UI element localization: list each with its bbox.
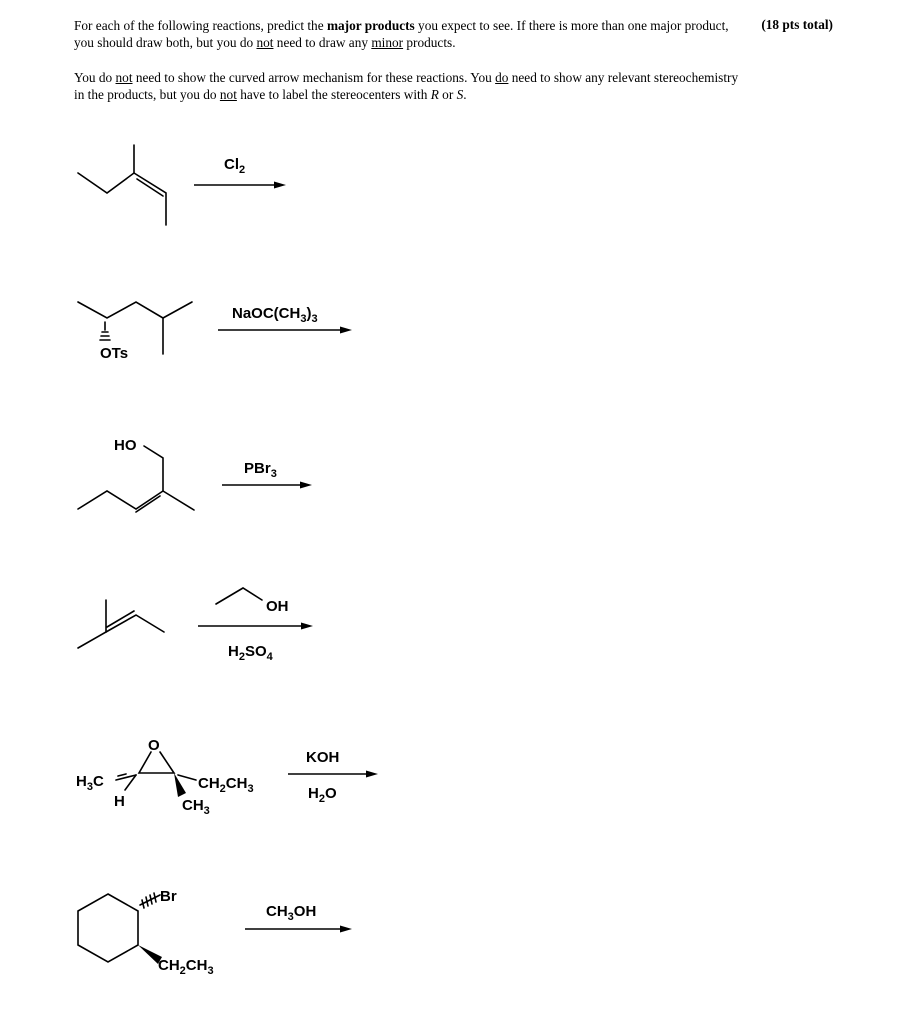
intro1-bold-major-products: major products xyxy=(326,18,415,33)
intro2-text: need to show the curved arrow mechanism for these reactions. You xyxy=(132,70,496,85)
epoxide-methyl-label: $CH_3$ xyxy=(182,797,210,817)
substrate-3-label: HO xyxy=(114,437,137,454)
intro2-underline-do: do xyxy=(495,70,509,85)
substrate-3-structure xyxy=(78,446,194,512)
intro1-underline-not: not xyxy=(256,35,274,50)
reaction-arrow-4 xyxy=(198,623,313,630)
substrate-1-structure xyxy=(78,145,166,225)
epoxide-structure xyxy=(116,752,196,797)
reagent-4-bottom-label: $H_2SO_4$ xyxy=(228,643,273,663)
reagent-1-text: Cl xyxy=(224,156,239,173)
intro2-text: You do xyxy=(74,70,116,85)
intro1-text: need to draw any xyxy=(273,35,372,50)
reagent-2-label: $NaOC(CH_3)_3$ xyxy=(232,305,318,325)
intro2-underline-not-2: not xyxy=(219,87,237,102)
intro2-text: . xyxy=(463,87,467,102)
reagent-1-label xyxy=(224,156,245,176)
reaction-arrow-3 xyxy=(222,482,312,489)
intro1-text: For each of the following reactions, predict the xyxy=(74,18,327,33)
intro1-underline-minor: minor xyxy=(371,35,404,50)
reaction-5 xyxy=(76,737,378,817)
reaction-arrow-2 xyxy=(218,327,352,334)
reaction-arrow-6 xyxy=(245,926,352,933)
reaction-1 xyxy=(78,145,286,225)
reagent-3-label: PBr$_3$ xyxy=(244,460,277,480)
reaction-arrow-1 xyxy=(194,182,286,189)
reagent-5-top-label: KOH xyxy=(306,749,340,766)
intro2-text: or xyxy=(438,87,457,102)
ethanol-structure xyxy=(216,588,262,604)
reagent-5-bottom-label: $H_2O$ xyxy=(308,785,337,805)
reaction-4 xyxy=(78,588,313,663)
subscript-2: 2 xyxy=(239,164,246,176)
intro2-italic-s: S xyxy=(456,87,464,102)
bromo-label: Br xyxy=(160,888,177,905)
points-total: (18 pts total) xyxy=(761,17,833,32)
ethyl-label: $CH_2CH_3$ xyxy=(158,957,214,977)
epoxide-left-methyl-label: $H_3C$ xyxy=(76,773,104,793)
reagent-6-label: $CH_3OH$ xyxy=(266,903,317,923)
substrate-2-structure xyxy=(78,302,192,354)
reagent-4-top-label: OH xyxy=(266,598,289,615)
reaction-3 xyxy=(78,437,312,512)
epoxide-hydrogen-label: H xyxy=(114,793,125,810)
epoxide-oxygen-label: O xyxy=(148,737,160,754)
cyclohexane-structure xyxy=(78,893,162,964)
substrate-2-label: OTs xyxy=(100,345,129,362)
intro2-italic-r: R xyxy=(430,87,439,102)
substrate-4-structure xyxy=(78,600,164,648)
intro1-text: you expect to see. If there is more than one major product, you should draw both, but you do xyxy=(74,18,729,50)
reaction-6 xyxy=(78,888,352,977)
intro2-text: have to label the stereocenters with xyxy=(236,87,431,102)
intro1-text: products. xyxy=(403,35,456,50)
reaction-2 xyxy=(78,302,352,362)
reaction-arrow-5 xyxy=(288,771,378,778)
intro2-text: need to show any relevant stereochemistry in the products, but you do xyxy=(74,70,739,102)
intro2-underline-not: not xyxy=(115,70,133,85)
epoxide-ethyl-label: $CH_2CH_3$ xyxy=(198,775,254,795)
